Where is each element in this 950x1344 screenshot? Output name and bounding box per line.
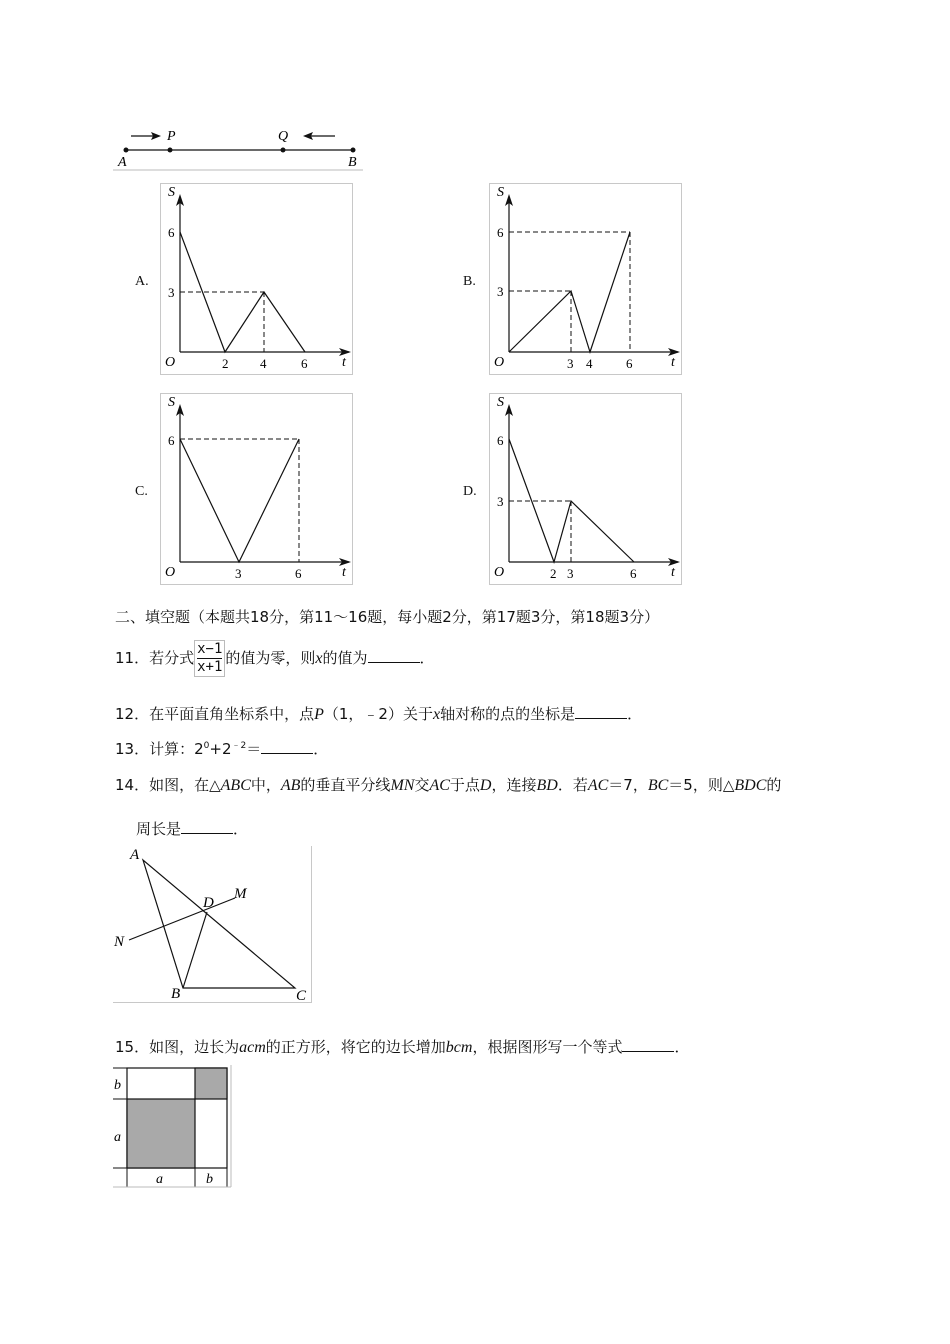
answer-blank[interactable] xyxy=(622,1037,674,1052)
triangle-figure xyxy=(113,846,312,1003)
y-tick: 6 xyxy=(168,433,175,448)
question-number: 12． xyxy=(115,705,150,723)
length-bcm: bcm xyxy=(445,1039,473,1056)
vertex-b: B xyxy=(171,986,181,1002)
x-axis-label: t xyxy=(671,355,675,370)
question-12 xyxy=(115,703,642,724)
segment-ac: AC xyxy=(429,777,450,794)
label-bottom-a: a xyxy=(156,1172,163,1187)
vertex-c: C xyxy=(296,988,307,1003)
label-bottom-b: b xyxy=(206,1172,213,1187)
q14-text: ＝7， xyxy=(608,776,648,794)
segment-bc: BC xyxy=(647,777,669,794)
q11-text: 若分式 xyxy=(149,649,195,667)
x-tick: 4 xyxy=(260,356,267,371)
vertex-a: A xyxy=(130,847,140,863)
option-d-label: D. xyxy=(463,484,477,499)
vertex-d: D xyxy=(203,895,214,911)
q14-text: 如图，在△ xyxy=(149,776,221,794)
triangle-bdc: BDC xyxy=(734,777,767,794)
q12-text: 轴对称的点的坐标是 xyxy=(440,705,576,723)
label-a: A xyxy=(118,155,127,170)
q15-text: ，根据图形写一个等式 xyxy=(472,1038,623,1056)
q11-end: ． xyxy=(419,649,435,667)
label-side-b: b xyxy=(114,1078,121,1093)
triangle-abc: ABC xyxy=(220,777,251,794)
x-tick: 4 xyxy=(586,356,593,371)
exponent: 0 xyxy=(203,741,210,751)
q14-text: 的垂直平分线 xyxy=(300,776,391,794)
graph-option-b xyxy=(489,183,682,375)
x-tick: 2 xyxy=(222,356,229,371)
answer-blank[interactable] xyxy=(368,648,420,663)
x-axis-label: t xyxy=(342,355,346,370)
q14-text: 于点 xyxy=(449,776,480,794)
x-tick: 3 xyxy=(235,566,242,581)
y-tick: 3 xyxy=(497,284,504,299)
q12-end: ． xyxy=(627,705,643,723)
origin-label: O xyxy=(165,355,176,370)
denominator: x+1 xyxy=(197,659,223,675)
label-p: P xyxy=(167,129,176,144)
point-p: P xyxy=(314,706,324,723)
q14-end: ． xyxy=(233,820,249,838)
x-tick: 3 xyxy=(567,356,574,371)
question-14-line2 xyxy=(136,818,248,839)
q14-text: ，连接 xyxy=(491,776,537,794)
q11-text: 的值为零，则 xyxy=(225,649,316,667)
y-tick: 6 xyxy=(497,225,504,240)
q12-text: （1，﹣2）关于 xyxy=(323,705,433,723)
fraction xyxy=(194,640,225,677)
point-d: D xyxy=(479,777,492,794)
label-q: Q xyxy=(278,129,289,144)
y-tick: 3 xyxy=(497,494,504,509)
x-tick: 6 xyxy=(301,356,308,371)
q14-text: 的 xyxy=(766,776,782,794)
option-a-label: A. xyxy=(135,274,149,289)
question-15 xyxy=(115,1036,689,1057)
q15-text: 如图，边长为 xyxy=(149,1038,240,1056)
q15-end: ． xyxy=(674,1038,690,1056)
point-n: N xyxy=(114,934,125,950)
exponent: ﹣2 xyxy=(231,741,247,751)
option-c-label: C. xyxy=(135,484,148,499)
q13-text: 计算：2 xyxy=(149,740,204,758)
origin-label: O xyxy=(165,565,176,580)
q13-end: ． xyxy=(313,740,329,758)
label-side-a: a xyxy=(114,1130,121,1145)
square-figure xyxy=(113,1065,233,1190)
x-axis-label: t xyxy=(671,565,675,580)
numerator: x−1 xyxy=(197,641,223,657)
question-14 xyxy=(115,774,781,795)
q14-text: ．若 xyxy=(557,776,588,794)
y-tick: 3 xyxy=(168,285,175,300)
graph-option-d xyxy=(489,393,682,585)
answer-blank[interactable] xyxy=(261,739,313,754)
y-axis-label: S xyxy=(497,185,504,200)
question-number: 15． xyxy=(115,1038,150,1056)
q14-text: ＝5，则△ xyxy=(668,776,735,794)
y-axis-label: S xyxy=(168,395,175,410)
x-tick: 2 xyxy=(550,566,557,581)
x-axis-label: t xyxy=(342,565,346,580)
section-heading: 二、填空题（本题共18分，第11～16题，每小题2分，第17题3分，第18题3分） xyxy=(115,608,660,626)
y-tick: 6 xyxy=(497,433,504,448)
x-tick: 3 xyxy=(567,566,574,581)
y-tick: 6 xyxy=(168,225,175,240)
segment-ac: AC xyxy=(587,777,609,794)
y-axis-label: S xyxy=(168,185,175,200)
q13-text: +2 xyxy=(209,740,232,758)
line-mn: MN xyxy=(390,777,415,794)
x-tick: 6 xyxy=(630,566,637,581)
x-tick: 6 xyxy=(626,356,633,371)
question-11 xyxy=(115,640,435,677)
question-number: 11． xyxy=(115,649,150,667)
option-b-label: B. xyxy=(463,274,476,289)
segment-bd: BD xyxy=(536,777,558,794)
graph-option-a xyxy=(160,183,353,375)
origin-label: O xyxy=(494,565,505,580)
q15-text: 的正方形，将它的边长增加 xyxy=(265,1038,446,1056)
point-m: M xyxy=(234,886,247,902)
q14-text: 周长是 xyxy=(136,820,182,838)
q14-text: 中， xyxy=(250,776,281,794)
q14-text: 交 xyxy=(414,776,430,794)
var-x: x xyxy=(315,650,323,667)
answer-blank[interactable] xyxy=(181,819,233,834)
x-tick: 6 xyxy=(295,566,302,581)
q12-text: 在平面直角坐标系中，点 xyxy=(149,705,315,723)
origin-label: O xyxy=(494,355,505,370)
question-number: 14． xyxy=(115,776,150,794)
axis-x: x xyxy=(432,706,441,723)
question-number: 13． xyxy=(115,740,150,758)
segment-figure xyxy=(113,122,373,174)
length-acm: acm xyxy=(239,1039,266,1056)
y-axis-label: S xyxy=(497,395,504,410)
label-b: B xyxy=(348,155,357,170)
q13-text: ＝ xyxy=(246,740,262,758)
segment-ab: AB xyxy=(280,777,301,794)
q11-text: 的值为 xyxy=(322,649,368,667)
graph-option-c xyxy=(160,393,353,585)
answer-blank[interactable] xyxy=(575,704,627,719)
question-13 xyxy=(115,738,328,759)
